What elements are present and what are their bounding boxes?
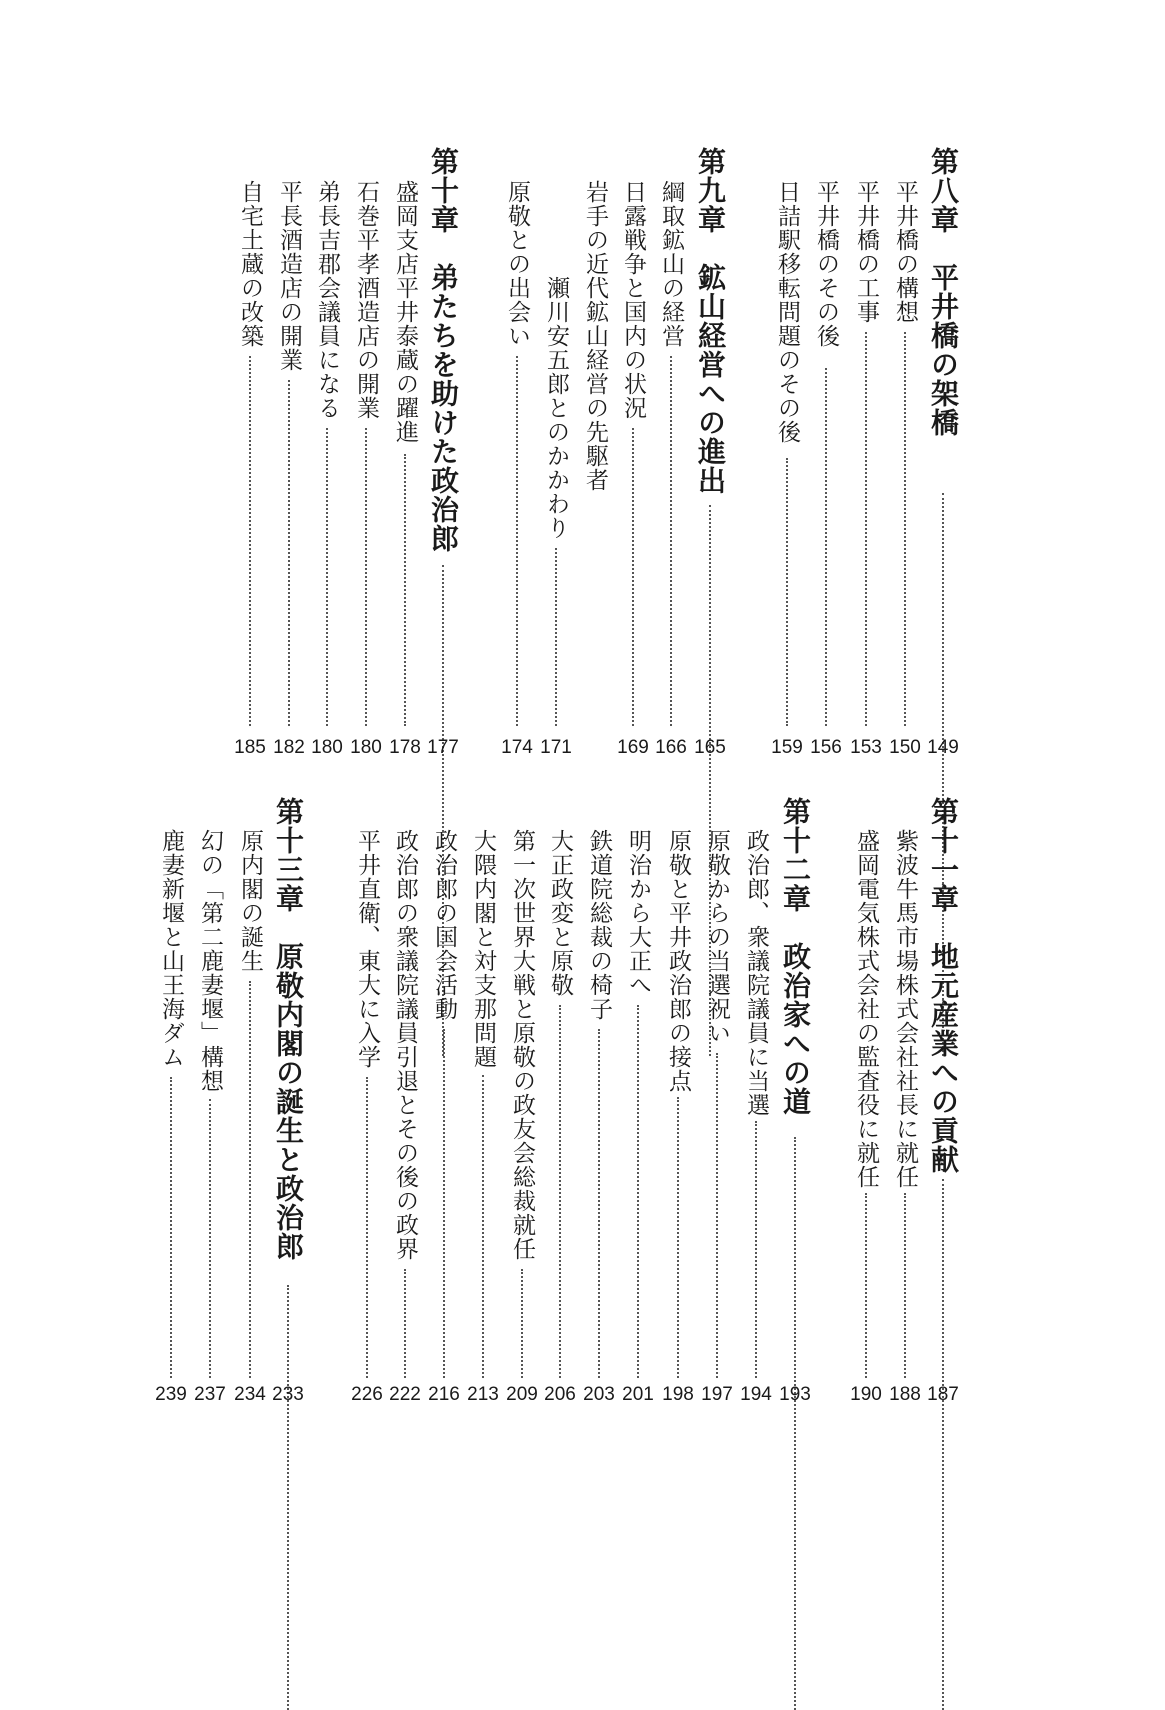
page-number: 203 xyxy=(583,1384,615,1405)
chapter-title: 第九章 鉱山経営への進出 xyxy=(694,147,727,495)
page-number: 185 xyxy=(234,737,266,758)
page-number: 180 xyxy=(311,737,343,758)
dot-leader xyxy=(365,428,367,726)
dot-leader xyxy=(637,1005,639,1378)
entry-title: 鉄道院総裁の椅子 xyxy=(586,829,612,1021)
page-number: 190 xyxy=(850,1384,882,1405)
dot-leader xyxy=(516,356,518,726)
entry-title: 大正政変と原敬 xyxy=(547,829,573,997)
chapter-title: 第十三章 原敬内閣の誕生と政治郎 xyxy=(272,797,305,1261)
entry-title: 政治郎の国会活動 xyxy=(431,829,457,1021)
page-number: 234 xyxy=(234,1384,266,1405)
page-number: 156 xyxy=(810,737,842,758)
page-number: 209 xyxy=(506,1384,538,1405)
chapter-title: 第十二章 政治家への道 xyxy=(779,797,812,1116)
entry-title: 鹿妻新堰と山王海ダム xyxy=(158,829,184,1069)
entry-title: 政治郎の衆議院議員引退とその後の政界 xyxy=(392,829,418,1261)
entry-title: 綱取鉱山の経営 xyxy=(658,180,684,348)
dot-leader xyxy=(555,548,557,726)
dot-leader xyxy=(559,1005,561,1378)
dot-leader xyxy=(404,454,406,726)
dot-leader xyxy=(288,380,290,726)
entry-title: 原敬からの当選祝い xyxy=(704,829,730,1045)
dot-leader xyxy=(404,1269,406,1378)
dot-leader xyxy=(904,1193,906,1378)
page-number: 193 xyxy=(779,1384,811,1405)
dot-leader xyxy=(755,1121,757,1378)
page-number: 187 xyxy=(927,1384,959,1405)
page-number: 233 xyxy=(272,1384,304,1405)
entry-title: 原内閣の誕生 xyxy=(237,829,263,973)
entry-title: 紫波牛馬市場株式会社社長に就任 xyxy=(892,829,918,1189)
entry-title: 政治郎、衆議院議員に当選 xyxy=(743,829,769,1117)
page-number: 201 xyxy=(622,1384,654,1405)
dot-leader xyxy=(794,1137,796,1710)
page-number: 222 xyxy=(389,1384,421,1405)
dot-leader xyxy=(366,1077,368,1378)
page-number: 206 xyxy=(544,1384,576,1405)
entry-title: 原敬と平井政治郎の接点 xyxy=(665,829,691,1093)
entry-title: 原敬との出会い xyxy=(504,180,530,348)
page-number: 153 xyxy=(850,737,882,758)
page-number: 194 xyxy=(740,1384,772,1405)
page-number: 149 xyxy=(927,737,959,758)
entry-title: 平井橋のその後 xyxy=(813,180,839,348)
page-number: 239 xyxy=(155,1384,187,1405)
chapter-title: 第十一章 地元産業への貢献 xyxy=(927,797,960,1174)
entry-title: 弟長吉郡会議員になる xyxy=(314,180,340,420)
dot-leader xyxy=(482,1075,484,1378)
dot-leader xyxy=(942,1179,944,1710)
entry-title: 平井橋の工事 xyxy=(853,180,879,324)
page-number: 159 xyxy=(771,737,803,758)
chapter-title: 第八章 平井橋の架橋 xyxy=(927,147,960,437)
dot-leader xyxy=(326,428,328,726)
entry-title: 日詰駅移転問題のその後 xyxy=(774,180,800,444)
dot-leader xyxy=(865,1193,867,1378)
dot-leader xyxy=(677,1097,679,1378)
dot-leader xyxy=(670,356,672,726)
page-number: 216 xyxy=(428,1384,460,1405)
page-number: 182 xyxy=(273,737,305,758)
dot-leader xyxy=(904,332,906,726)
page-number: 166 xyxy=(655,737,687,758)
page-number: 177 xyxy=(427,737,459,758)
entry-title: 大隈内閣と対支那問題 xyxy=(470,829,496,1069)
entry-title: 平井橋の構想 xyxy=(892,180,918,324)
page-number: 197 xyxy=(701,1384,733,1405)
dot-leader xyxy=(521,1269,523,1378)
entry-title: 岩手の近代鉱山経営の先駆者 xyxy=(582,180,608,492)
entry-title: 盛岡支店平井泰蔵の躍進 xyxy=(392,180,418,444)
page-number: 171 xyxy=(540,737,572,758)
page-number: 198 xyxy=(662,1384,694,1405)
page-number: 237 xyxy=(194,1384,226,1405)
page-number: 150 xyxy=(889,737,921,758)
dot-leader xyxy=(287,1285,289,1710)
entry-title: 第一次世界大戦と原敬の政友会総裁就任 xyxy=(509,829,535,1261)
dot-leader xyxy=(249,981,251,1378)
dot-leader xyxy=(249,356,251,726)
dot-leader xyxy=(443,1029,445,1378)
dot-leader xyxy=(865,332,867,726)
dot-leader xyxy=(170,1077,172,1378)
dot-leader xyxy=(716,1053,718,1378)
chapter-title: 第十章 弟たちを助けた政治郎 xyxy=(427,147,460,553)
dot-leader xyxy=(209,1099,211,1378)
entry-title: 石巻平孝酒造店の開業 xyxy=(353,180,379,420)
page-number: 174 xyxy=(501,737,533,758)
entry-title: 平長酒造店の開業 xyxy=(276,180,302,372)
page-number: 165 xyxy=(694,737,726,758)
dot-leader xyxy=(598,1029,600,1378)
entry-title: 平井直衛、東大に入学 xyxy=(354,829,380,1069)
page-number: 188 xyxy=(889,1384,921,1405)
dot-leader xyxy=(786,458,788,726)
entry-title: 幻の「第二鹿妻堰」構想 xyxy=(197,829,223,1093)
entry-title: 明治から大正へ xyxy=(625,829,651,997)
page-number: 169 xyxy=(617,737,649,758)
entry-title: 日露戦争と国内の状況 xyxy=(620,180,646,420)
dot-leader xyxy=(825,368,827,726)
page-number: 213 xyxy=(467,1384,499,1405)
entry-title: 自宅土蔵の改築 xyxy=(237,180,263,348)
page-number: 180 xyxy=(350,737,382,758)
entry-title: 瀬川安五郎とのかかわり xyxy=(543,276,569,540)
page-number: 178 xyxy=(389,737,421,758)
entry-title: 盛岡電気株式会社の監査役に就任 xyxy=(853,829,879,1189)
page-number: 226 xyxy=(351,1384,383,1405)
dot-leader xyxy=(632,428,634,726)
